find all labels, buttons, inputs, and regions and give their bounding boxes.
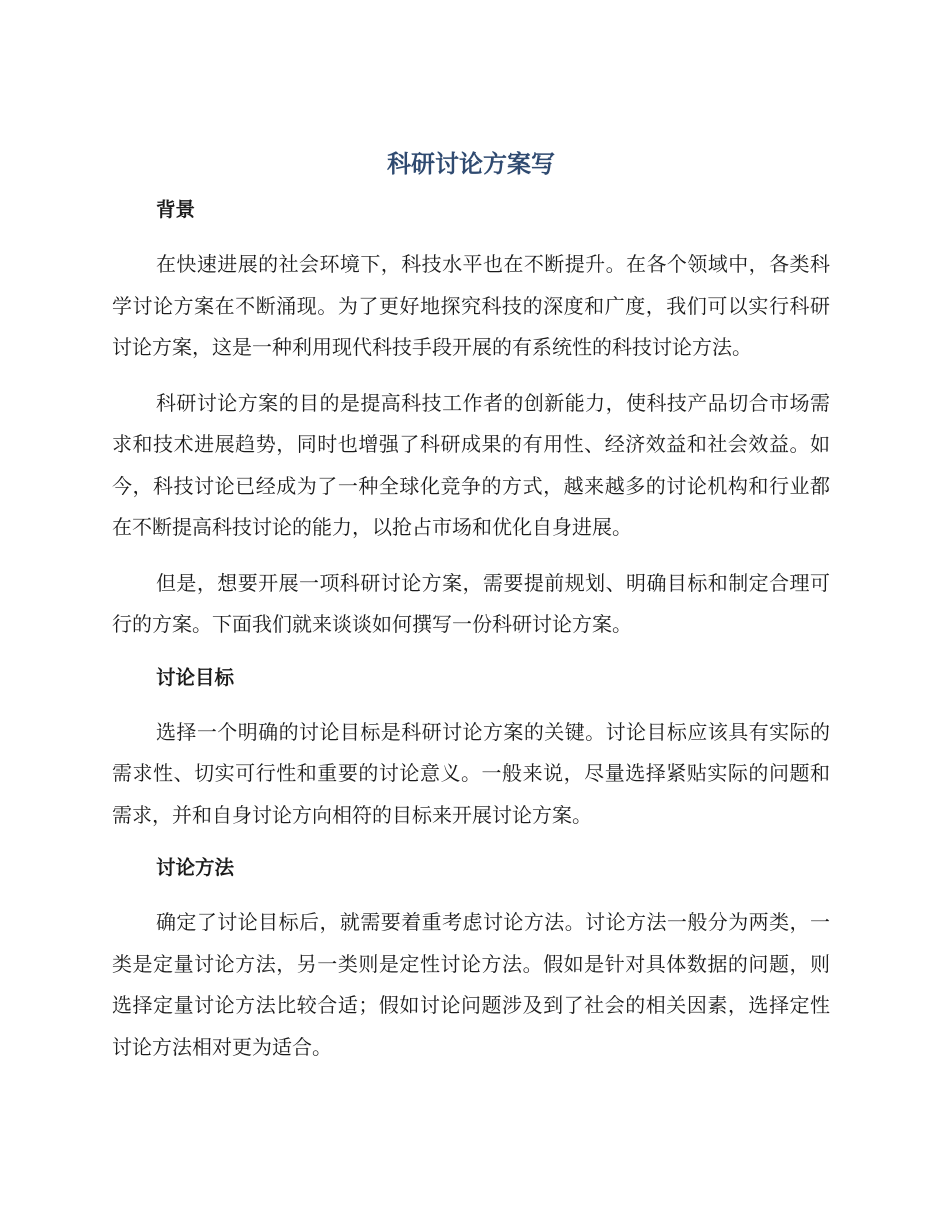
document-body [112,146,830,1068]
paragraph: 科研讨论方案的目的是提高科技工作者的创新能力，使科技产品切合市场需求和技术进展趋势，同时也增强了科研成果的有用性、经济效益和社会效益。如今，科技讨论已经成为了一种全球化竞争的方式，越来越多的讨论机构和行业都在不断提高科技讨论的能力，以抢占市场和优化自身进展。 [112,390,830,539]
section-heading-background: 背景 [156,198,196,221]
section-heading-research-method: 讨论方法 [156,856,235,879]
paragraph: 在快速进展的社会环境下，科技水平也在不断提升。在各个领域中，各类科学讨论方案在不断涌现。为了更好地探究科技的深度和广度，我们可以实行科研讨论方案，这是一种利用现代科技手段开展的有系统性的科技讨论方法。 [112,252,830,359]
paragraph: 确定了讨论目标后，就需要着重考虑讨论方法。讨论方法一般分为两类，一类是定量讨论方法，另一类则是定性讨论方法。假如是针对具体数据的问题，则选择定量讨论方法比较合适；假如讨论问题涉及到了社会的相关因素，选择定性讨论方法相对更为适合。 [112,910,830,1059]
document-title: 科研讨论方案写 [387,150,555,178]
paragraph: 但是，想要开展一项科研讨论方案，需要提前规划、明确目标和制定合理可行的方案。下面我们就来谈谈如何撰写一份科研讨论方案。 [112,570,830,636]
paragraph: 选择一个明确的讨论目标是科研讨论方案的关键。讨论目标应该具有实际的需求性、切实可行性和重要的讨论意义。一般来说，尽量选择紧贴实际的问题和需求，并和自身讨论方向相符的目标来开展讨论方案。 [112,719,830,827]
section-heading-research-goal: 讨论目标 [156,665,235,689]
